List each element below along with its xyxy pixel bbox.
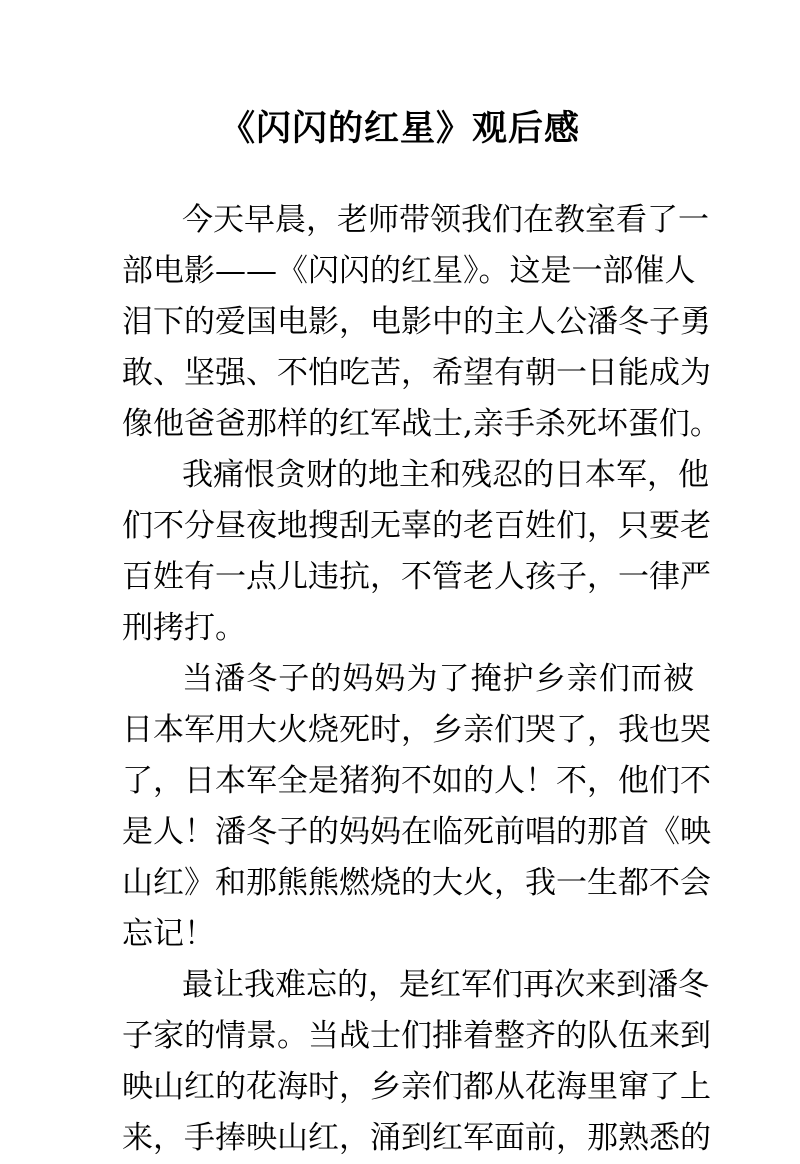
document-body (122, 195, 721, 1164)
paragraph-line: 忘记！ (122, 916, 215, 952)
paragraph-line: 今天早晨，老师带领我们在教室看了一 (182, 202, 709, 238)
paragraph-line: 们不分昼夜地搜刮无辜的老百姓们，只要老 (122, 508, 711, 544)
paragraph-line: 我痛恨贪财的地主和残忍的日本军，他 (182, 457, 709, 493)
paragraph-1 (122, 195, 721, 450)
paragraph-line: 泪下的爱国电影，电影中的主人公潘冬子勇 (122, 304, 711, 340)
paragraph-line: 了，日本军全是猪狗不如的人！不，他们不 (122, 763, 711, 799)
paragraph-4 (122, 960, 711, 1164)
paragraph-line: 来，手捧映山红，涌到红军面前，那熟悉的 (122, 1120, 711, 1156)
paragraph-3 (122, 654, 711, 960)
paragraph-line: 部电影——《闪闪的红星》。这是一部催人 (122, 253, 696, 289)
paragraph-line: 山红》和那熊熊燃烧的大火，我一生都不会 (122, 865, 711, 901)
paragraph-line: 百姓有一点儿违抗，不管老人孩子，一律严 (122, 559, 711, 595)
document-title: 《闪闪的红星》观后感 (219, 108, 580, 149)
paragraph-line: 像他爸爸那样的红军战士,亲手杀死坏蛋们。 (122, 406, 721, 442)
paragraph-line: 映山红的花海时，乡亲们都从花海里窜了上 (122, 1069, 711, 1105)
paragraph-line: 刑拷打。 (122, 610, 246, 646)
paragraph-line: 子家的情景。当战士们排着整齐的队伍来到 (122, 1018, 711, 1054)
paragraph-line: 日本军用大火烧死时，乡亲们哭了，我也哭 (122, 712, 711, 748)
paragraph-line: 敢、坚强、不怕吃苦，希望有朝一日能成为 (122, 355, 711, 391)
paragraph-2 (122, 450, 711, 654)
paragraph-line: 是人！潘冬子的妈妈在临死前唱的那首《映 (122, 814, 711, 850)
paragraph-line: 当潘冬子的妈妈为了掩护乡亲们而被 (182, 661, 694, 697)
paragraph-line: 最让我难忘的，是红军们再次来到潘冬 (182, 967, 709, 1003)
